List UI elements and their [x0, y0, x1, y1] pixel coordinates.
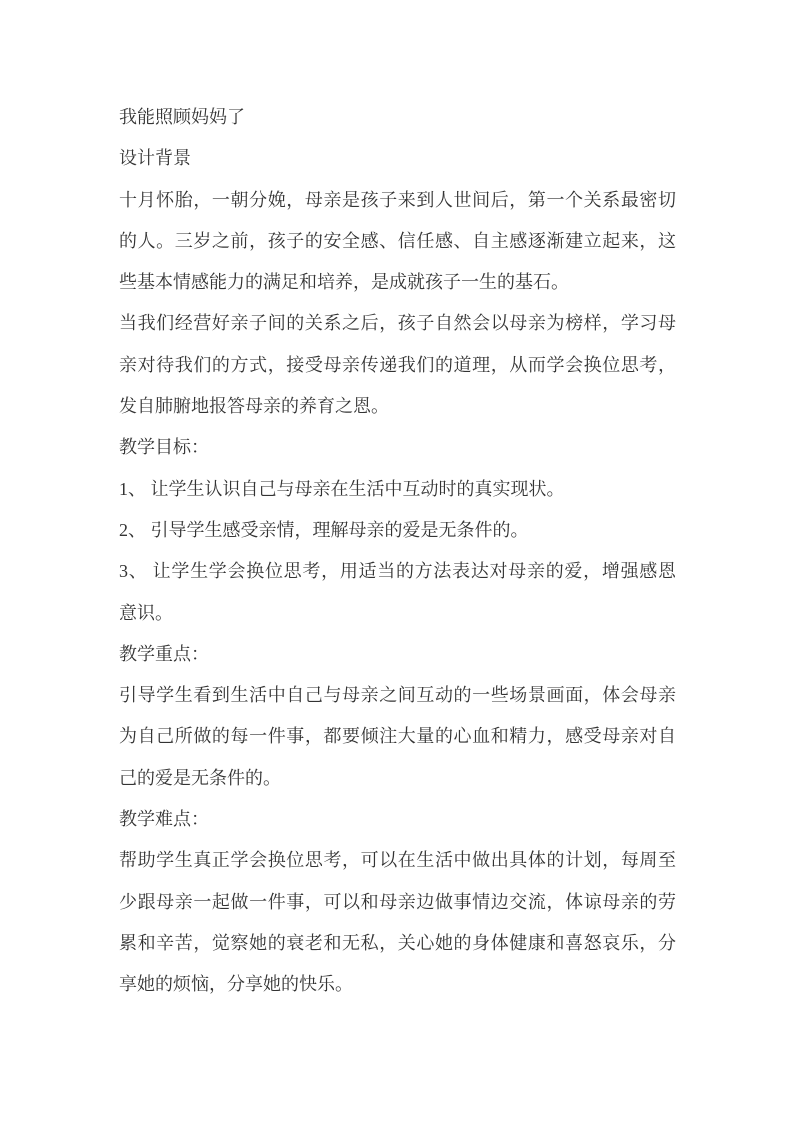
body-line: 己的爱是无条件的。	[119, 767, 281, 788]
list-item: 3、 让学生学会换位思考，用适当的方法表达对母亲的爱，增强感恩	[119, 561, 676, 582]
list-item: 1、 让学生认识自己与母亲在生活中互动时的真实现状。	[119, 478, 565, 499]
body-line: 当我们经营好亲子间的关系之后，孩子自然会以母亲为榜样，学习母	[119, 313, 676, 334]
body-line: 发自肺腑地报答母亲的养育之恩。	[119, 396, 389, 417]
section-heading: 设计背景	[119, 148, 191, 169]
body-line: 享她的烦恼，分享她的快乐。	[119, 974, 353, 995]
body-line: 累和辛苦，觉察她的衰老和无私，关心她的身体健康和喜怒哀乐，分	[119, 932, 676, 953]
body-line: 帮助学生真正学会换位思考，可以在生活中做出具体的计划，每周至	[119, 850, 676, 871]
body-line: 为自己所做的每一件事，都要倾注大量的心血和精力，感受母亲对自	[119, 726, 676, 747]
section-heading: 教学目标：	[119, 437, 209, 458]
body-line: 意识。	[119, 602, 173, 623]
body-line: 亲对待我们的方式，接受母亲传递我们的道理，从而学会换位思考，	[119, 354, 676, 375]
doc-title: 我能照顾妈妈了	[119, 107, 245, 127]
body-line: 引导学生看到生活中自己与母亲之间互动的一些场景画面，体会母亲	[119, 685, 676, 706]
body-line: 些基本情感能力的满足和培养，是成就孩子一生的基石。	[119, 272, 569, 293]
list-item: 2、 引导学生感受亲情，理解母亲的爱是无条件的。	[119, 519, 529, 540]
body-line: 少跟母亲一起做一件事，可以和母亲边做事情边交流，体谅母亲的劳	[119, 891, 676, 912]
document-content	[119, 97, 676, 1006]
section-heading: 教学重点：	[119, 643, 209, 664]
body-line: 十月怀胎，一朝分娩，母亲是孩子来到人世间后，第一个关系最密切	[119, 189, 676, 210]
body-line: 的人。三岁之前，孩子的安全感、信任感、自主感逐渐建立起来，这	[119, 230, 676, 251]
section-heading: 教学难点：	[119, 809, 209, 830]
